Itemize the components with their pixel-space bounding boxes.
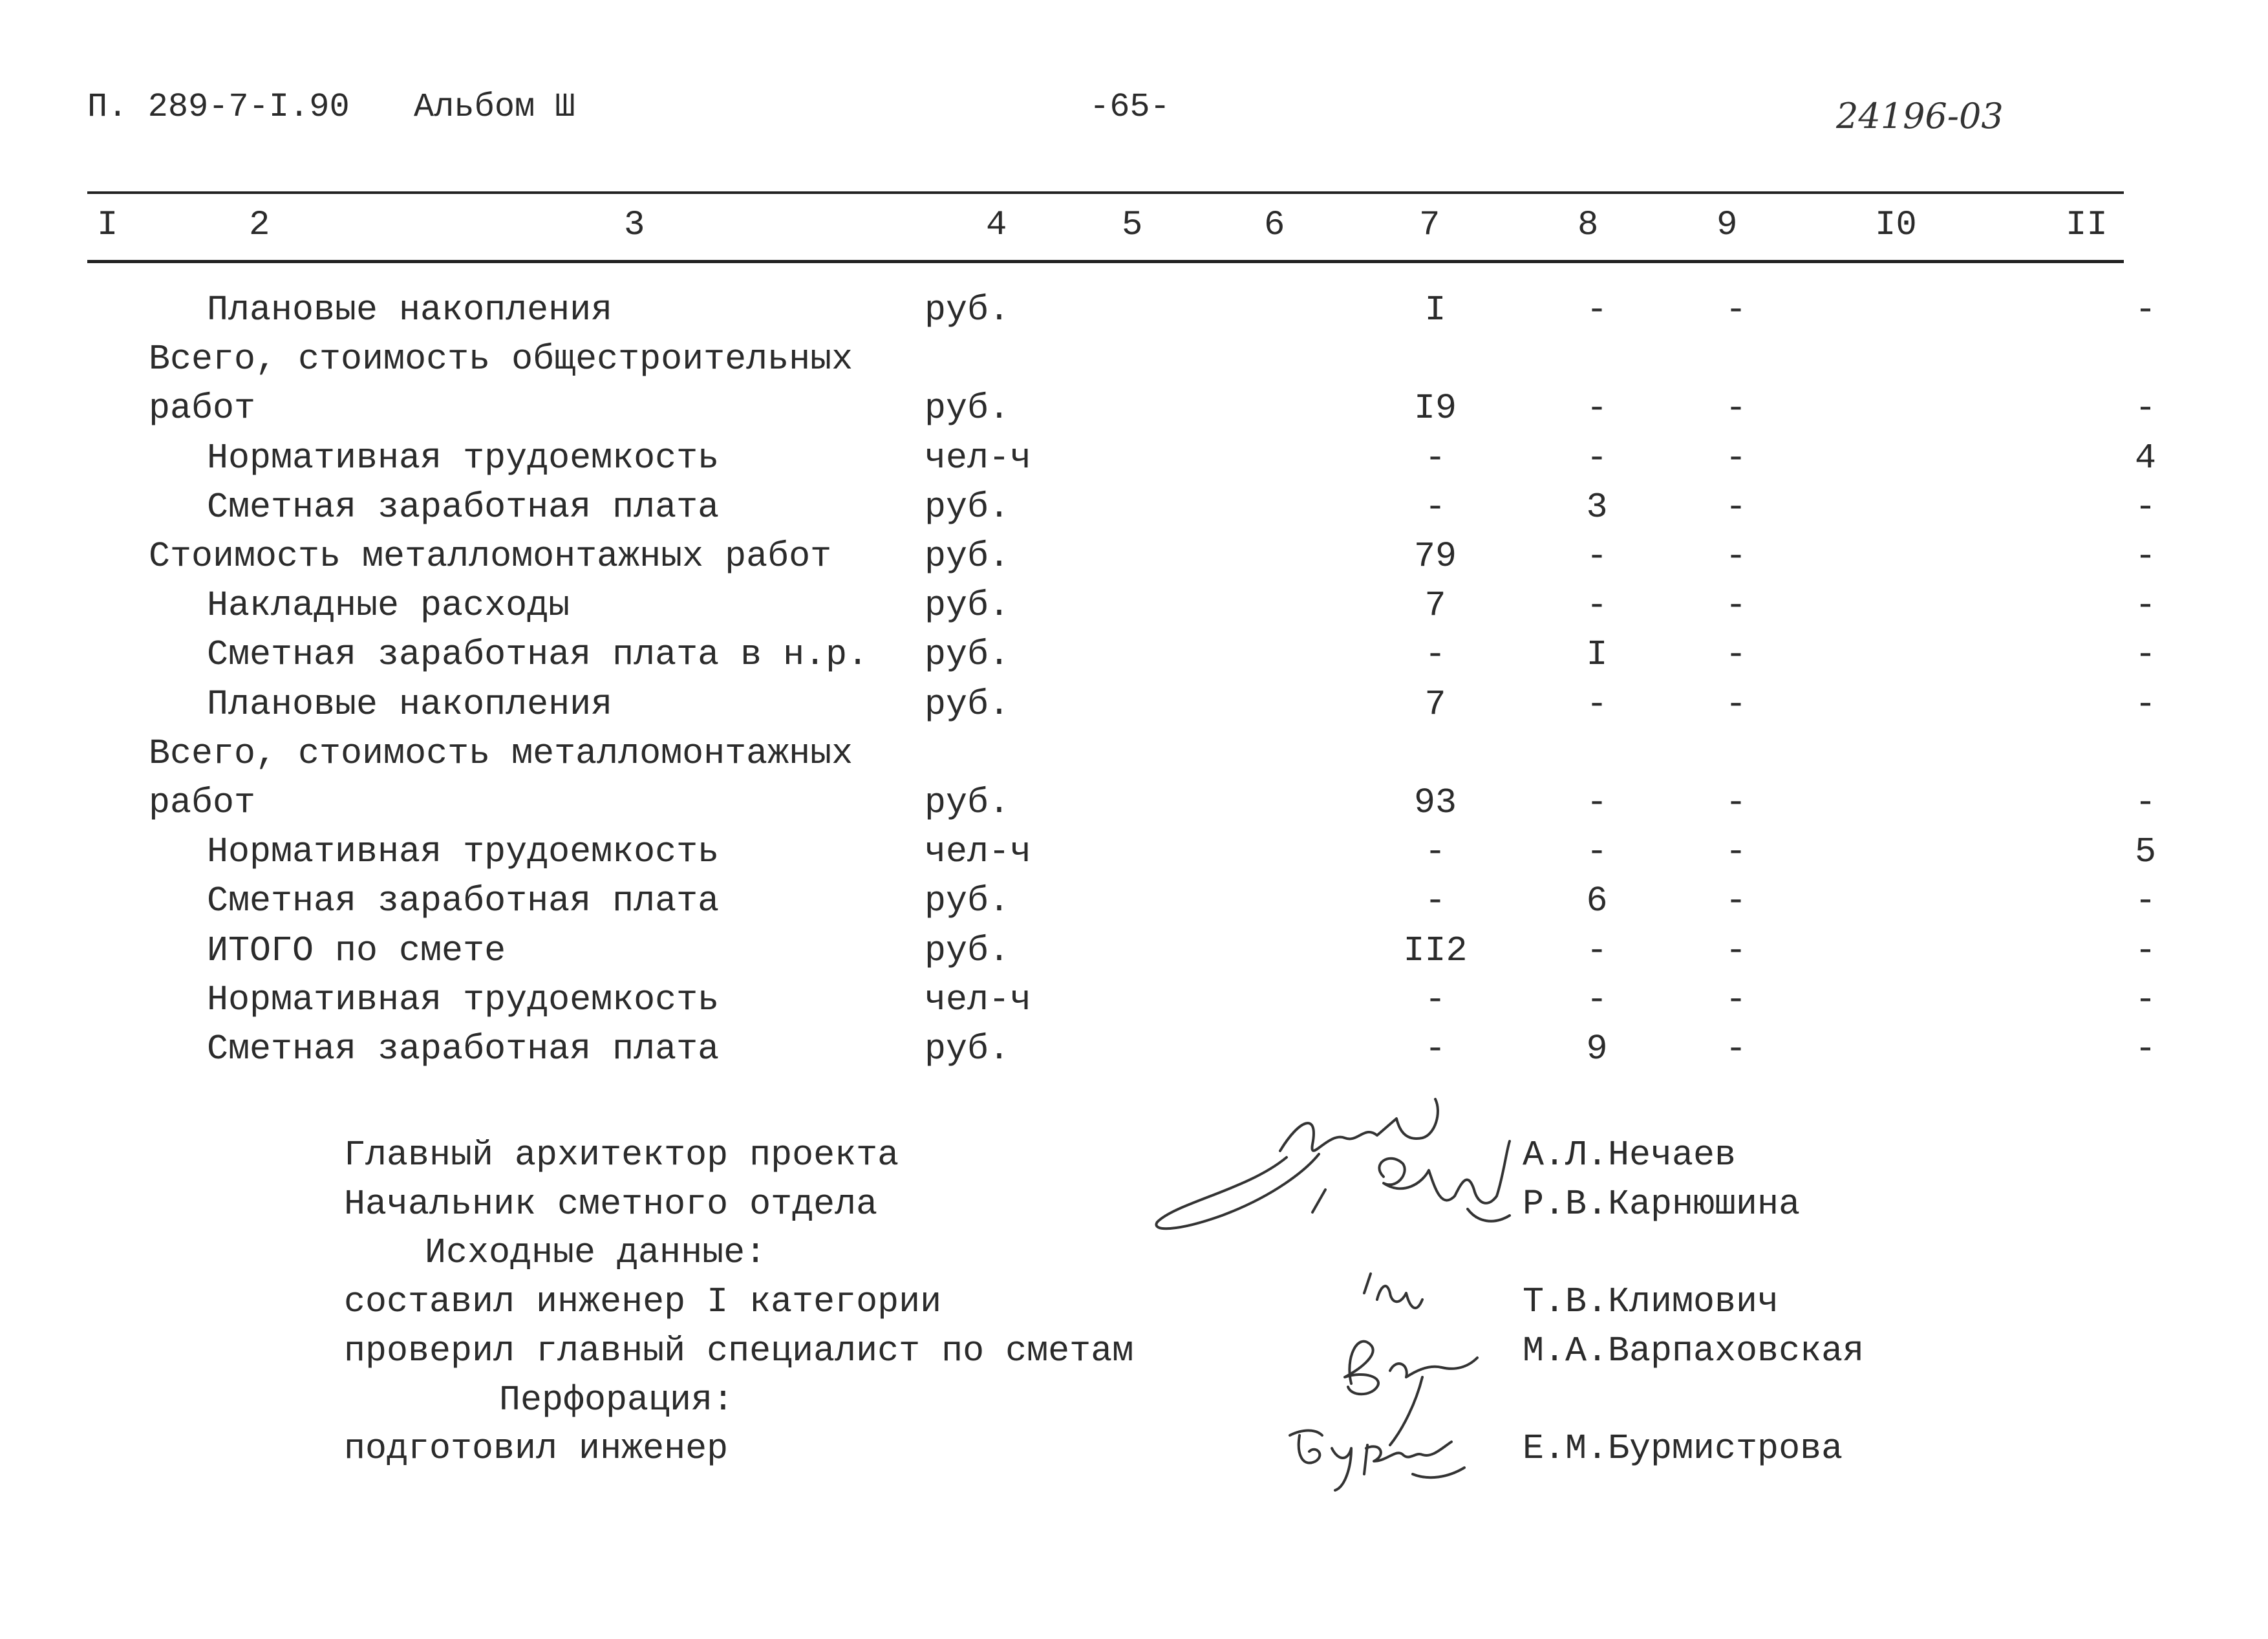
cell-col-11: - <box>2134 290 2156 330</box>
table-row <box>0 782 2268 831</box>
signature-role: Главный архитектор проекта <box>344 1135 899 1175</box>
row-unit: чел-ч <box>925 980 1032 1020</box>
cell-col-11: - <box>2134 487 2156 528</box>
cell-col-8: 6 <box>1586 881 1608 921</box>
column-number: 3 <box>624 206 645 245</box>
column-number: 7 <box>1419 206 1440 245</box>
cell-col-7: I9 <box>1413 388 1457 429</box>
signature-karnyushina <box>1364 1138 1519 1241</box>
signature-role: составил инженер I категории <box>344 1281 942 1322</box>
cell-col-9: - <box>1725 536 1747 577</box>
table-row <box>0 536 2268 585</box>
cell-col-7: 79 <box>1413 536 1457 577</box>
row-label: работ <box>149 782 256 823</box>
row-label: Стоимость металломонтажных работ <box>149 536 832 577</box>
cell-col-9: - <box>1725 980 1747 1020</box>
cell-col-7: I <box>1424 290 1446 330</box>
cell-col-11: - <box>2134 585 2156 626</box>
cell-col-11: - <box>2134 930 2156 971</box>
cell-col-7: - <box>1424 487 1446 528</box>
cell-col-8: - <box>1586 585 1608 626</box>
row-label: Плановые накопления <box>207 290 613 330</box>
row-unit: руб. <box>925 634 1011 675</box>
column-number: 5 <box>1122 206 1143 245</box>
cell-col-11: 4 <box>2134 438 2156 478</box>
signature-line <box>0 1331 2268 1380</box>
cell-col-9: - <box>1725 634 1747 675</box>
table-row <box>0 487 2268 536</box>
cell-col-11: - <box>2134 536 2156 577</box>
cell-col-8: - <box>1586 980 1608 1020</box>
signature-line <box>0 1232 2268 1281</box>
row-label: ИТОГО по смете <box>207 930 506 971</box>
row-unit: руб. <box>925 290 1011 330</box>
table-row <box>0 1029 2268 1078</box>
cell-col-8: - <box>1586 388 1608 429</box>
cell-col-8: - <box>1586 831 1608 872</box>
signature-name: Р.В.Карнюшина <box>1523 1184 1801 1225</box>
row-unit: руб. <box>925 536 1011 577</box>
signature-line <box>0 1281 2268 1331</box>
cell-col-11: - <box>2134 782 2156 823</box>
row-unit: руб. <box>925 585 1011 626</box>
row-label: Накладные расходы <box>207 585 570 626</box>
cell-col-7: - <box>1424 438 1446 478</box>
cell-col-8: 3 <box>1586 487 1608 528</box>
signature-role: Перфорация: <box>499 1380 734 1420</box>
table-header-bottom-rule <box>87 260 2124 263</box>
signature-role: Исходные данные: <box>425 1232 767 1273</box>
page-number: -65- <box>1089 88 1170 126</box>
row-unit: руб. <box>925 684 1011 725</box>
table-top-rule <box>87 191 2124 194</box>
row-unit: руб. <box>925 930 1011 971</box>
cell-col-8: - <box>1586 290 1608 330</box>
row-unit: руб. <box>925 388 1011 429</box>
row-unit: руб. <box>925 1029 1011 1069</box>
cell-col-7: - <box>1424 634 1446 675</box>
cell-col-9: - <box>1725 782 1747 823</box>
column-number: II <box>2066 206 2108 245</box>
cell-col-11: - <box>2134 980 2156 1020</box>
cell-col-11: - <box>2134 634 2156 675</box>
row-label: Сметная заработная плата <box>207 881 720 921</box>
cell-col-9: - <box>1725 1029 1747 1069</box>
table-row <box>0 831 2268 881</box>
table-row <box>0 290 2268 339</box>
cell-col-9: - <box>1725 290 1747 330</box>
signature-role: подготовил инженер <box>344 1428 729 1469</box>
row-label: Нормативная трудоемкость <box>207 831 720 872</box>
column-number: I0 <box>1875 206 1917 245</box>
row-label: Сметная заработная плата <box>207 487 720 528</box>
cell-col-9: - <box>1725 684 1747 725</box>
signature-line <box>0 1428 2268 1477</box>
row-unit: руб. <box>925 487 1011 528</box>
cell-col-11: - <box>2134 881 2156 921</box>
column-number: 4 <box>986 206 1007 245</box>
row-label: Нормативная трудоемкость <box>207 438 720 478</box>
cell-col-8: 9 <box>1586 1029 1608 1069</box>
cell-col-8: - <box>1586 438 1608 478</box>
cell-col-8: - <box>1586 930 1608 971</box>
cell-col-7: - <box>1424 831 1446 872</box>
cell-col-7: - <box>1424 1029 1446 1069</box>
cell-col-9: - <box>1725 487 1747 528</box>
cell-col-7: II2 <box>1403 930 1468 971</box>
row-label: Плановые накопления <box>207 684 613 725</box>
cell-col-9: - <box>1725 930 1747 971</box>
cell-col-7: - <box>1424 980 1446 1020</box>
cell-col-7: 7 <box>1424 684 1446 725</box>
table-row <box>0 339 2268 388</box>
cell-col-7: - <box>1424 881 1446 921</box>
cell-col-8: - <box>1586 684 1608 725</box>
cell-col-11: 5 <box>2134 831 2156 872</box>
table-row <box>0 733 2268 782</box>
row-unit: чел-ч <box>925 831 1032 872</box>
row-unit: руб. <box>925 782 1011 823</box>
column-number: 9 <box>1717 206 1738 245</box>
table-row <box>0 980 2268 1029</box>
signature-name: А.Л.Нечаев <box>1523 1135 1737 1175</box>
cell-col-9: - <box>1725 881 1747 921</box>
table-row <box>0 684 2268 733</box>
row-unit: чел-ч <box>925 438 1032 478</box>
column-number: I <box>97 206 118 245</box>
signature-line <box>0 1380 2268 1429</box>
cell-col-11: - <box>2134 1029 2156 1069</box>
cell-col-11: - <box>2134 388 2156 429</box>
cell-col-9: - <box>1725 388 1747 429</box>
cell-col-8: - <box>1586 536 1608 577</box>
row-label: Сметная заработная плата <box>207 1029 720 1069</box>
row-label: Сметная заработная плата в н.р. <box>207 634 869 675</box>
row-label: Всего, стоимость общестроительных <box>149 339 853 380</box>
cell-col-9: - <box>1725 831 1747 872</box>
row-label: работ <box>149 388 256 429</box>
row-label: Нормативная трудоемкость <box>207 980 720 1020</box>
document-code: П. 289-7-I.90 <box>87 88 350 126</box>
row-label: Всего, стоимость металломонтажных <box>149 733 853 774</box>
table-row <box>0 438 2268 487</box>
cell-col-8: - <box>1586 782 1608 823</box>
cell-col-7: 93 <box>1413 782 1457 823</box>
table-row <box>0 585 2268 634</box>
column-number: 6 <box>1264 206 1285 245</box>
signature-role: Начальник сметного отдела <box>344 1184 878 1225</box>
row-unit: руб. <box>925 881 1011 921</box>
signature-name: Т.В.Климович <box>1523 1281 1779 1322</box>
table-row <box>0 388 2268 437</box>
signature-name: Е.М.Бурмистрова <box>1523 1428 1843 1469</box>
album-label: Альбом Ш <box>414 88 575 126</box>
signature-burmistrova <box>1283 1416 1471 1494</box>
table-row <box>0 930 2268 980</box>
column-number: 8 <box>1578 206 1599 245</box>
cell-col-11: - <box>2134 684 2156 725</box>
signature-line <box>0 1135 2268 1184</box>
cell-col-9: - <box>1725 585 1747 626</box>
cell-col-7: 7 <box>1424 585 1446 626</box>
handwritten-document-number: 24196-03 <box>1836 96 2004 136</box>
signature-name: М.А.Варпаховская <box>1523 1331 1865 1371</box>
column-number: 2 <box>249 206 270 245</box>
table-row <box>0 634 2268 683</box>
signature-line <box>0 1184 2268 1233</box>
table-row <box>0 881 2268 930</box>
cell-col-9: - <box>1725 438 1747 478</box>
signature-role: проверил главный специалист по сметам <box>344 1331 1134 1371</box>
cell-col-8: I <box>1586 634 1608 675</box>
